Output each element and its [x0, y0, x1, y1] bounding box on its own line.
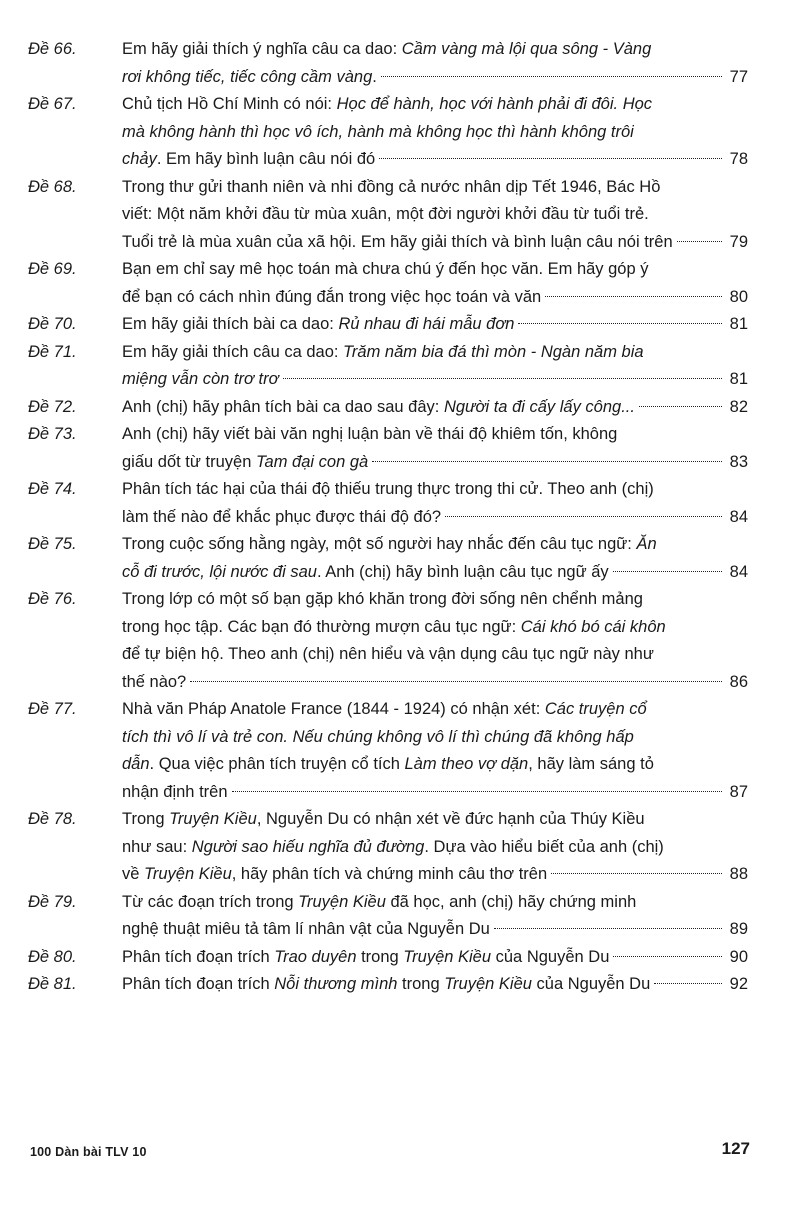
dot-leader — [232, 790, 722, 792]
footer-book-title: 100 Dàn bài TLV 10 — [30, 1145, 147, 1159]
toc-entry-title — [122, 889, 748, 944]
toc-entry-title — [122, 36, 748, 91]
toc-entry-line-text — [122, 779, 228, 807]
toc-entry-line — [122, 834, 748, 862]
toc-entry-line — [122, 669, 748, 697]
toc-entry-title — [122, 696, 748, 806]
toc-entry-line-text — [122, 343, 644, 361]
toc-entry — [28, 806, 748, 889]
toc-entry-page-number: 84 — [729, 562, 748, 581]
text-segment: Anh (chị) hãy phân tích bài ca dao sau đây: — [122, 397, 444, 416]
toc-entry-line — [122, 944, 748, 972]
text-segment: giấu dốt từ truyện — [122, 452, 256, 471]
toc-entry-line-text — [122, 971, 650, 999]
dot-leader — [283, 377, 722, 379]
toc-entry-line — [122, 971, 748, 999]
dot-leader — [494, 927, 722, 929]
toc-entry-line-text — [122, 64, 377, 92]
toc-entry — [28, 256, 748, 311]
toc-entry-line-text — [122, 123, 634, 141]
toc-entry-line-text — [122, 504, 441, 532]
toc-entry-line-text — [122, 755, 654, 773]
toc-entry-title — [122, 421, 748, 476]
toc-entry-title — [122, 174, 748, 257]
toc-entry-line — [122, 201, 748, 229]
italic-text-segment: miệng vẫn còn trơ trơ — [122, 370, 279, 388]
toc-entry-line — [122, 751, 748, 779]
text-segment: Trong lớp có một số bạn gặp khó khăn trong đời sống nên chểnh mảng — [122, 590, 643, 608]
toc-entry — [28, 394, 748, 422]
text-segment: của Nguyễn Du — [491, 947, 610, 966]
italic-text-segment: Làm theo vợ dặn — [404, 755, 529, 773]
text-segment: Nhà văn Pháp Anatole France (1844 - 1924) có nhận xét: — [122, 700, 545, 718]
toc-entry — [28, 339, 748, 394]
toc-entry-line-text — [122, 645, 654, 663]
text-segment: . Dựa vào hiểu biết của anh (chị) — [424, 837, 664, 856]
toc-entry-number: Đề 70. — [28, 315, 77, 333]
toc-entry — [28, 586, 748, 696]
toc-entry-line — [122, 366, 748, 394]
toc-entry-page-number: 90 — [729, 947, 748, 966]
toc-entry-page-number: 87 — [729, 782, 748, 801]
toc-entry-line-text — [122, 311, 514, 339]
text-segment: Phân tích tác hại của thái độ thiếu trung thực trong thi cử. Theo anh (chị) — [122, 480, 654, 498]
text-segment: Em hãy giải thích câu ca dao: — [122, 342, 344, 361]
toc-entry-line-text — [122, 178, 660, 196]
italic-text-segment: tích thì vô lí và trẻ con. Nếu chúng không vô lí thì chúng đã không hấp — [122, 727, 634, 746]
toc-entry-line-text — [122, 205, 649, 223]
italic-text-segment: Người sao hiếu nghĩa đủ đường — [191, 837, 425, 856]
italic-text-segment: Truyện Kiều — [444, 975, 532, 993]
toc-entry-line-text — [122, 535, 657, 553]
toc-entry-line — [122, 64, 748, 92]
toc-entry-number: Đề 74. — [28, 480, 77, 498]
dot-leader — [639, 405, 722, 407]
text-segment: . Anh (chị) hãy bình luận câu tục ngữ ấy — [316, 562, 609, 581]
toc-entry — [28, 531, 748, 586]
toc-entry-title — [122, 256, 748, 311]
toc-entry-line-text — [122, 669, 186, 697]
dot-leader — [545, 295, 722, 297]
toc-entry-number: Đề 77. — [28, 700, 77, 718]
italic-text-segment: cỗ đi trước, lội nước đi sau — [122, 562, 317, 581]
italic-text-segment: Người ta đi cấy lấy công... — [443, 397, 635, 416]
toc-entry-number: Đề 69. — [28, 260, 77, 278]
toc-entry-line-text — [122, 916, 490, 944]
toc-entry — [28, 944, 748, 972]
table-of-contents — [28, 36, 748, 999]
toc-entry — [28, 311, 748, 339]
text-segment: . — [372, 67, 377, 86]
text-segment: về — [122, 865, 145, 883]
text-segment: Tuổi trẻ là mùa xuân của xã hội. Em hãy giải thích và bình luận câu nói trên — [122, 232, 673, 251]
toc-entry-number: Đề 79. — [28, 892, 77, 911]
dot-leader — [613, 570, 722, 572]
dot-leader — [654, 982, 722, 984]
toc-entry-line — [122, 806, 748, 834]
text-segment: trong học tập. Các bạn đó thường mượn câu tục ngữ: — [122, 617, 521, 636]
toc-entry-line-text — [122, 425, 617, 443]
text-segment: , hãy làm sáng tỏ — [528, 755, 654, 773]
toc-entry-page-number: 78 — [729, 150, 748, 168]
toc-entry-line — [122, 916, 748, 944]
toc-entry-page-number: 79 — [729, 232, 748, 251]
toc-entry-line — [122, 586, 748, 614]
toc-entry-number: Đề 72. — [28, 397, 77, 416]
toc-entry-number: Đề 71. — [28, 342, 77, 361]
toc-entry-line-text — [122, 95, 652, 113]
toc-entry-line-text — [122, 284, 541, 312]
toc-entry-line-text — [122, 40, 651, 58]
text-segment: viết: Một năm khởi đầu từ mùa xuân, một đời người khởi đầu từ tuổi trẻ. — [122, 205, 649, 223]
toc-entry-title — [122, 91, 748, 174]
toc-entry-title — [122, 944, 748, 972]
toc-entry-page-number: 83 — [729, 452, 748, 471]
dot-leader — [445, 515, 722, 517]
dot-leader — [613, 955, 722, 957]
text-segment: trong — [397, 975, 445, 993]
text-segment: Em hãy giải thích ý nghĩa câu ca dao: — [122, 40, 402, 58]
italic-text-segment: mà không hành thì học vô ích, hành mà không học thì hành không trôi — [122, 122, 634, 141]
dot-leader — [379, 157, 722, 159]
toc-entry-line — [122, 614, 748, 642]
toc-entry-line-text — [122, 590, 643, 608]
toc-entry-line — [122, 504, 748, 532]
italic-text-segment: Truyện Kiều — [403, 947, 492, 966]
toc-entry-line — [122, 174, 748, 202]
italic-text-segment: Truyện Kiều — [298, 892, 386, 911]
toc-entry-number: Đề 81. — [28, 975, 77, 993]
dot-leader — [372, 460, 722, 462]
text-segment: như sau: — [122, 837, 192, 856]
toc-entry-number: Đề 76. — [28, 590, 77, 608]
italic-text-segment: Nỗi thương mình — [274, 975, 398, 993]
toc-entry-page-number: 88 — [729, 865, 748, 883]
text-segment: Trong cuộc sống hằng ngày, một số người hay nhắc đến câu tục ngữ: — [122, 535, 637, 553]
toc-entry-line — [122, 229, 748, 257]
text-segment: , Nguyễn Du có nhận xét về đức hạnh của Thúy Kiều — [256, 810, 645, 828]
toc-entry-line-text — [122, 480, 654, 498]
toc-entry-page-number: 92 — [729, 975, 748, 993]
toc-entry-line — [122, 421, 748, 449]
text-segment: Từ các đoạn trích trong — [122, 892, 299, 911]
toc-entry-line — [122, 36, 748, 64]
italic-text-segment: Truyện Kiều — [144, 865, 232, 883]
text-segment: đã học, anh (chị) hãy chứng minh — [385, 892, 637, 911]
toc-entry-number: Đề 67. — [28, 95, 77, 113]
text-segment: . Em hãy bình luận câu nói đó — [156, 150, 376, 168]
toc-entry-line — [122, 641, 748, 669]
toc-entry-line — [122, 559, 748, 587]
toc-entry-page-number: 80 — [729, 287, 748, 306]
toc-entry — [28, 174, 748, 257]
italic-text-segment: Các truyện cổ — [544, 700, 647, 718]
toc-entry-number: Đề 66. — [28, 40, 77, 58]
toc-entry-page-number: 86 — [729, 672, 748, 691]
toc-entry-line — [122, 476, 748, 504]
toc-entry-line-text — [122, 618, 666, 636]
toc-entry-number: Đề 68. — [28, 177, 77, 196]
toc-entry-line-text — [122, 260, 649, 278]
toc-entry-line-text — [122, 559, 609, 587]
toc-entry-line-text — [122, 810, 645, 828]
toc-entry-line-text — [122, 394, 635, 422]
toc-entry — [28, 971, 748, 999]
toc-entry-number: Đề 75. — [28, 535, 77, 553]
footer-page-number: 127 — [721, 1139, 750, 1158]
toc-entry-line — [122, 394, 748, 422]
italic-text-segment: Học để hành, học với hành phải đi đôi. Học — [336, 95, 653, 113]
toc-entry-number: Đề 78. — [28, 810, 77, 828]
text-segment: nhận định trên — [122, 782, 228, 801]
toc-entry-page-number: 81 — [729, 315, 748, 333]
toc-entry-page-number: 77 — [729, 67, 748, 86]
toc-entry-line-text — [122, 700, 647, 718]
toc-entry-line — [122, 889, 748, 917]
toc-entry-line-text — [122, 861, 547, 889]
toc-entry — [28, 91, 748, 174]
toc-entry — [28, 889, 748, 944]
italic-text-segment: Cái khó bó cái khôn — [520, 617, 666, 636]
toc-entry-line-text — [122, 146, 375, 174]
toc-entry — [28, 421, 748, 476]
toc-entry-number: Đề 80. — [28, 947, 77, 966]
toc-entry-title — [122, 971, 748, 999]
text-segment: làm thế nào để khắc phục được thái độ đó? — [122, 507, 442, 526]
text-segment: Chủ tịch Hồ Chí Minh có nói: — [122, 95, 337, 113]
toc-entry-number: Đề 73. — [28, 425, 77, 443]
toc-entry-line — [122, 449, 748, 477]
text-segment: , hãy phân tích và chứng minh câu thơ trên — [231, 865, 548, 883]
toc-entry-line — [122, 724, 748, 752]
italic-text-segment: Cầm vàng mà lội qua sông - Vàng — [401, 40, 652, 58]
text-segment: trong — [356, 947, 404, 966]
italic-text-segment: chảy — [122, 150, 157, 168]
italic-text-segment: Rủ nhau đi hái mẫu đơn — [338, 315, 515, 333]
text-segment: để bạn có cách nhìn đúng đắn trong việc học toán và văn — [122, 287, 542, 306]
text-segment: nghệ thuật miêu tả tâm lí nhân vật của Nguyễn Du — [122, 920, 490, 938]
toc-entry-line — [122, 531, 748, 559]
italic-text-segment: dẫn — [122, 755, 150, 773]
text-segment: Phân tích đoạn trích — [122, 975, 275, 993]
toc-entry — [28, 696, 748, 806]
toc-entry-line-text — [122, 838, 664, 856]
italic-text-segment: Truyện Kiều — [169, 810, 257, 828]
italic-text-segment: Tam đại con gà — [255, 452, 369, 471]
dot-leader — [381, 75, 722, 77]
toc-entry-line — [122, 146, 748, 174]
toc-entry-title — [122, 394, 748, 422]
dot-leader — [551, 872, 722, 874]
toc-entry — [28, 476, 748, 531]
toc-entry-line — [122, 119, 748, 147]
toc-entry-line-text — [122, 449, 368, 477]
text-segment: để tự biện hộ. Theo anh (chị) nên hiểu và vận dụng câu tục ngữ này như — [122, 645, 654, 663]
toc-entry-line-text — [122, 893, 636, 911]
italic-text-segment: Trăm năm bia đá thì mòn - Ngàn năm bia — [343, 342, 644, 361]
text-segment: Trong — [122, 810, 170, 828]
toc-entry-line — [122, 779, 748, 807]
toc-entry-line — [122, 256, 748, 284]
text-segment: Anh (chị) hãy viết bài văn nghị luận bàn về thái độ khiêm tốn, không — [122, 425, 618, 443]
toc-entry-line — [122, 91, 748, 119]
text-segment: Bạn em chỉ say mê học toán mà chưa chú ý đến học văn. Em hãy góp ý — [122, 260, 649, 278]
toc-entry-title — [122, 339, 748, 394]
toc-entry-title — [122, 531, 748, 586]
toc-entry-title — [122, 586, 748, 696]
dot-leader — [518, 322, 722, 324]
italic-text-segment: rơi không tiếc, tiếc công cầm vàng — [122, 67, 373, 86]
text-segment: . Qua việc phân tích truyện cổ tích — [149, 755, 405, 773]
toc-entry-line-text — [122, 728, 634, 746]
text-segment: thế nào? — [122, 672, 187, 691]
toc-entry-title — [122, 806, 748, 889]
text-segment: Em hãy giải thích bài ca dao: — [122, 315, 339, 333]
toc-entry-line — [122, 284, 748, 312]
toc-entry-page-number: 82 — [729, 397, 748, 416]
text-segment: Trong thư gửi thanh niên và nhi đồng cả nước nhân dịp Tết 1946, Bác Hồ — [122, 177, 661, 196]
toc-entry-page-number: 84 — [729, 507, 748, 526]
dot-leader — [190, 680, 722, 682]
toc-entry-title — [122, 311, 748, 339]
toc-entry-line-text — [122, 229, 673, 257]
toc-entry — [28, 36, 748, 91]
toc-entry-line-text — [122, 944, 609, 972]
text-segment: Phân tích đoạn trích — [122, 947, 275, 966]
toc-entry-line — [122, 339, 748, 367]
dot-leader — [677, 240, 722, 242]
italic-text-segment: Trao duyên — [274, 947, 357, 966]
toc-entry-line-text — [122, 366, 279, 394]
toc-entry-page-number: 81 — [729, 370, 748, 388]
toc-entry-page-number: 89 — [729, 920, 748, 938]
toc-entry-title — [122, 476, 748, 531]
toc-entry-line — [122, 696, 748, 724]
italic-text-segment: Ăn — [636, 535, 657, 553]
toc-entry-line — [122, 311, 748, 339]
toc-entry-line — [122, 861, 748, 889]
text-segment: của Nguyễn Du — [531, 975, 651, 993]
